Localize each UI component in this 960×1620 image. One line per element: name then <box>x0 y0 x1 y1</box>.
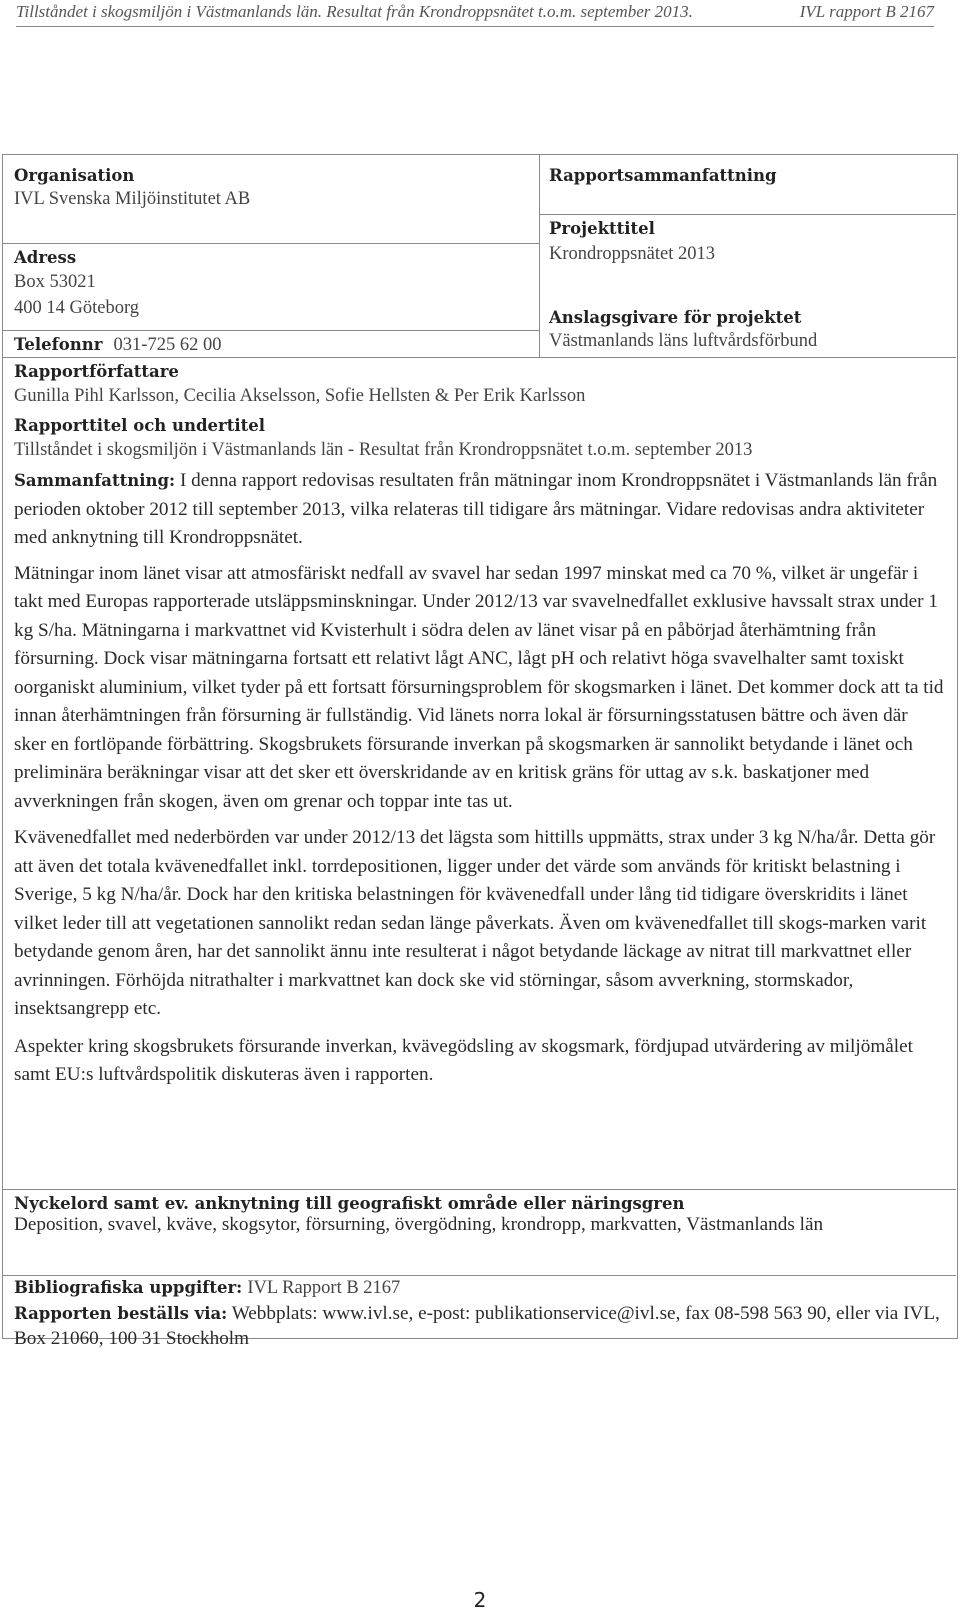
forfattare-label: Rapportförfattare <box>14 362 179 381</box>
telefon-label: Telefonnr <box>14 335 103 354</box>
adress-label: Adress <box>14 248 77 267</box>
sammanfattning-text-1: I denna rapport redovisas resultaten från mätningar inom Krondroppsnätet i Västmanlands län från perioden oktober 2012 till september 2013, vilka relateras till tidigare års mätningar. Vidare redovisas andra aktiviteter med anknytning till Krondroppsnätet. <box>14 470 938 548</box>
sammanfattning-paragraph-4: Aspekter kring skogsbrukets försurande inverkan, kvävegödsling av skogsmark, fördjupad utvärdering av miljömålet samt EU:s luftvårdspolitik diskuteras även i rapporten. <box>14 1035 913 1085</box>
header-report-id: IVL rapport B 2167 <box>799 2 934 21</box>
telefon-row <box>14 335 221 356</box>
anslagsgivare-label: Anslagsgivare för projektet <box>549 308 802 327</box>
bibliografi-row <box>14 1278 400 1299</box>
forfattare-value: Gunilla Pihl Karlsson, Cecilia Akselsson, Sofie Hellsten & Per Erik Karlsson <box>14 386 586 406</box>
vertical-divider <box>539 154 540 357</box>
adress-line2: 400 14 Göteborg <box>14 298 140 318</box>
divider-keywords <box>2 1189 956 1190</box>
sammanfattning-paragraph-2: Mätningar inom länet visar att atmosfäriskt nedfall av svavel har sedan 1997 minskat med ca 70 %, vilket är ungefär i takt med Europas rapporterade utsläppsminskningar. Under 2012/13 var svavelnedfallet exklusive havssalt strax under 1 kg S/ha. Mätningarna i markvattnet vid Kvisterhult i södra delen av länet visar på en påbörjad återhämtning från försurning. Dock visar mätningarna fortsatt ett relativt lågt ANC, lågt pH och relativt höga svavelhalter samt toxiskt oorganiskt aluminium, vilket tyder på ett fortsatt försurningsproblem för skogsmarken i länet. Det kommer dock att ta tid innan återhämtningen från försurning är fullständig. Vid länets norra lokal är försurningsstatusen bättre och även där sker en fortlöpande förbättring. Skogsbrukets försurande inverkan på skogsmarken är sannolikt betydande i länet och preliminära beräkningar visar att det sker ett överskridande av en kritisk gräns för uttag av s.k. baskatjoner med avverkningen från skogen, även om grenar och toppar inte tas ut. <box>14 562 944 812</box>
telefon-value: 031-725 62 00 <box>113 335 222 355</box>
rapporttitel-value: Tillståndet i skogsmiljön i Västmanlands län - Resultat från Krondroppsnätet t.o.m. september 2013 <box>14 440 753 460</box>
projekttitel-value: Krondroppsnätet 2013 <box>549 244 715 264</box>
rapporttitel-label: Rapporttitel och undertitel <box>14 416 265 435</box>
divider-bibliography <box>2 1275 956 1276</box>
sammanfattning-label: Sammanfattning: <box>14 471 176 490</box>
bestalls-label: Rapporten beställs via: <box>14 1304 228 1323</box>
nyckelord-value: Deposition, svavel, kväve, skogsytor, försurning, övergödning, krondropp, markvatten, Västmanlands län <box>14 1214 824 1235</box>
bibliografi-label: Bibliografiska uppgifter: <box>14 1278 243 1297</box>
sammanfattning-paragraph-1 <box>14 467 944 553</box>
organisation-value: IVL Svenska Miljöinstitutet AB <box>14 189 251 209</box>
organisation-label: Organisation <box>14 166 135 185</box>
bibliografi-value: IVL Rapport B 2167 <box>247 1278 401 1298</box>
sammanfattning-paragraph-3: Kvävenedfallet med nederbörden var under 2012/13 det lägsta som hittills uppmätts, strax under 3 kg N/ha/år. Detta gör att även det totala kvävenedfallet inkl. torrdepositionen, ligger under det värde som används för kritiskt belastning i Sverige, 5 kg N/ha/år. Dock har den kritiska belastningen för kvävenedfall under lång tid tidigare överskridits i länet vilket leder till att vegetationen sannolikt redan sedan länge påverkats. Även om kvävenedfallet till skogs-marken varit betydande genom åren, har det sannolikt ännu inte resulterat i något betydande läckage av nitrat till markvattnet eller avrinningen. Förhöjda nitrathalter i markvattnet kan dock ske vid störningar, såsom avverkning, stormskador, insektsangrepp etc. <box>14 827 936 1019</box>
projekttitel-label: Projekttitel <box>549 219 655 238</box>
divider-main-header <box>2 357 956 358</box>
running-header <box>16 2 934 27</box>
bestalls-value: Webbplats: www.ivl.se, e-post: publikationservice@ivl.se, fax 08-598 563 90, eller via IVL, Box 21060, 100 31 Stockholm <box>14 1303 940 1349</box>
nyckelord-label: Nyckelord samt ev. anknytning till geografiskt område eller näringsgren <box>14 1194 685 1213</box>
bestalls-row <box>14 1301 944 1351</box>
rapportsammanfattning-label: Rapportsammanfattning <box>549 166 777 185</box>
anslagsgivare-value: Västmanlands läns luftvårdsförbund <box>549 331 818 351</box>
divider-org-adress <box>2 243 539 244</box>
header-title: Tillståndet i skogsmiljön i Västmanlands län. Resultat från Krondroppsnätet t.o.m. september 2013. <box>16 2 693 21</box>
divider-summary-title <box>539 214 956 215</box>
adress-line1: Box 53021 <box>14 272 96 292</box>
divider-adress-telefon <box>2 330 539 331</box>
sammanfattning-section <box>14 467 944 1090</box>
page-number: 2 <box>473 1588 487 1612</box>
